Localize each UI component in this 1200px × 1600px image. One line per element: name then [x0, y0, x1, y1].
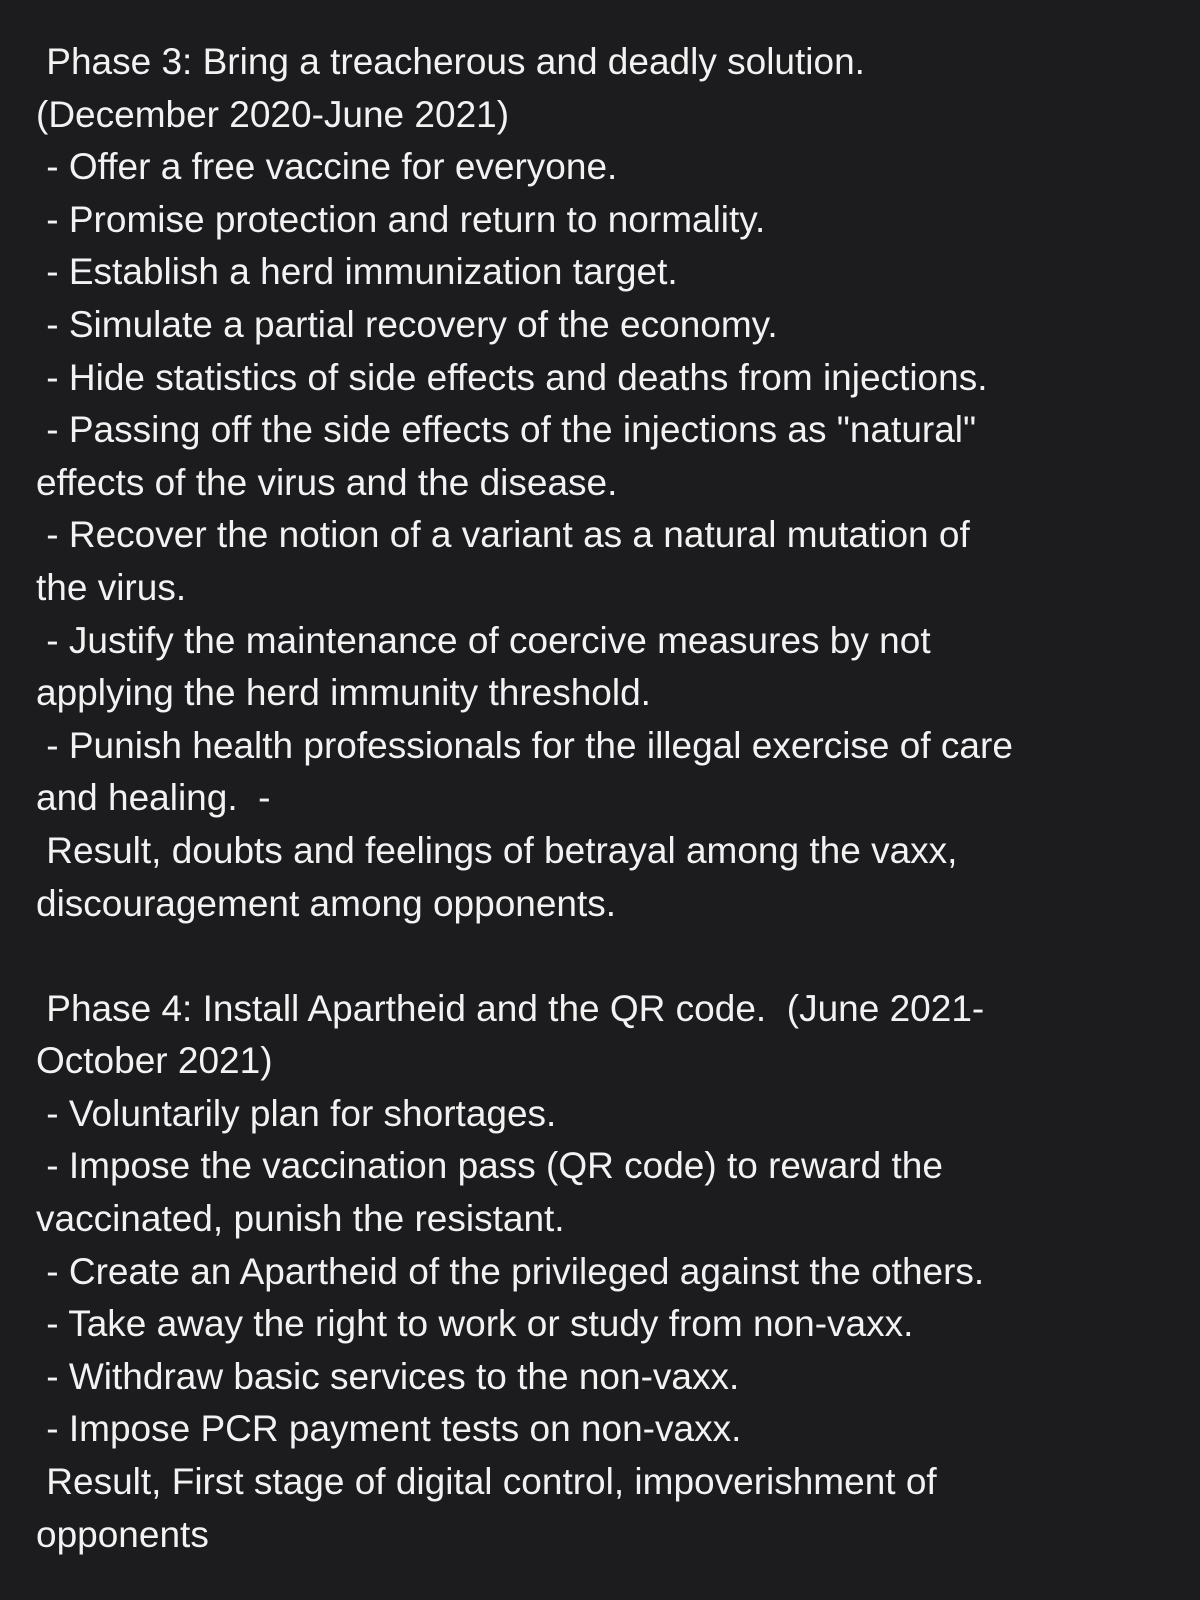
phase-4-item: - Withdraw basic services to the non-vaxx. [36, 1355, 740, 1397]
phase-3-item: - Hide statistics of side effects and deaths from injections. [36, 356, 988, 398]
phase-3-item: - Passing off the side effects of the injections as "natural" [36, 409, 977, 451]
phase-4-result: Result, First stage of digital control, impoverishment of [36, 1461, 937, 1503]
phase-3-item: - Punish health professionals for the illegal exercise of care [36, 724, 1013, 766]
phase-3-section [36, 36, 1136, 930]
phase-4-result-continued: opponents [36, 1513, 209, 1555]
phase-4-item: - Impose PCR payment tests on non-vaxx. [36, 1408, 742, 1450]
phase-3-item: - Promise protection and return to normality. [36, 198, 766, 240]
phase-3-result: Result, doubts and feelings of betrayal among the vaxx, [36, 829, 958, 871]
phase-4-section [36, 983, 1136, 1562]
phase-4-item-continued: vaccinated, punish the resistant. [36, 1198, 565, 1240]
phase-3-dates: (December 2020-June 2021) [36, 93, 510, 135]
phase-4-item: - Create an Apartheid of the privileged against the others. [36, 1250, 985, 1292]
phase-4-item: - Voluntarily plan for shortages. [36, 1092, 557, 1134]
phase-4-item: - Take away the right to work or study from non-vaxx. [36, 1303, 914, 1345]
phase-3-heading: Phase 3: Bring a treacherous and deadly solution. [36, 41, 865, 82]
phase-3-item-continued: the virus. [36, 566, 187, 608]
phase-3-item: - Offer a free vaccine for everyone. [36, 146, 618, 188]
phase-4-dates: October 2021) [36, 1040, 273, 1082]
phase-3-item: - Establish a herd immunization target. [36, 251, 678, 293]
phase-4-heading: Phase 4: Install Apartheid and the QR code. (June 2021- [36, 987, 985, 1029]
phase-3-result-continued: discouragement among opponents. [36, 882, 617, 924]
phase-3-item: - Recover the notion of a variant as a natural mutation of [36, 514, 970, 556]
phase-3-item-continued: applying the herd immunity threshold. [36, 672, 651, 714]
phase-4-item: - Impose the vaccination pass (QR code) to reward the [36, 1145, 943, 1187]
phase-3-item-continued: effects of the virus and the disease. [36, 461, 618, 503]
phase-3-item-continued: and healing. - [36, 777, 271, 819]
phase-3-item: - Simulate a partial recovery of the economy. [36, 303, 778, 345]
phase-3-item: - Justify the maintenance of coercive measures by not [36, 619, 931, 661]
